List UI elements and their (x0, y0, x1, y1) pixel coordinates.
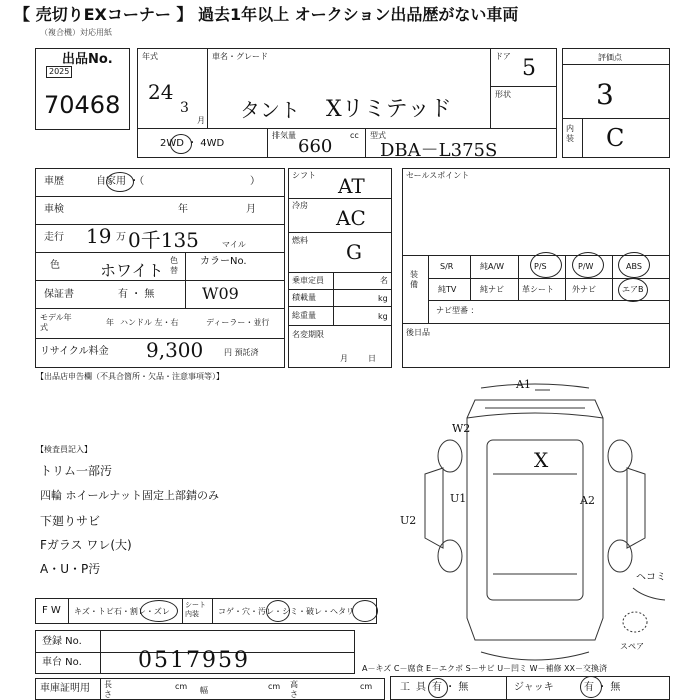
recycle-unit: 円 預託済 (224, 348, 259, 357)
equip-abs: ABS (626, 262, 642, 271)
model-change-label: モデル年式 (40, 313, 72, 332)
color-value: ホワイト (100, 261, 164, 280)
fw-values: キズ・トビ石・割レ・ズレ (74, 607, 170, 616)
fw-crack-circle (140, 600, 178, 622)
month-unit: 月 (197, 116, 205, 125)
shift-value: AT (338, 174, 365, 198)
jack-value: 有 ・ 無 (584, 682, 621, 693)
diagram-dent: ヘコミ (636, 572, 666, 583)
listing-stamp: 2025 (46, 66, 72, 78)
diagram-w2: W2 (452, 422, 471, 435)
equip-ext-navi: 外ナビ (572, 285, 596, 294)
fuel-value: G (346, 240, 362, 264)
interior-value: C (606, 124, 625, 152)
width-label: 幅 (200, 686, 208, 695)
model-value: DBA－L375S (380, 140, 498, 161)
fuel-label: 燃料 (292, 236, 308, 245)
car-damage-diagram (395, 378, 675, 678)
mileage-unit: マイル (222, 240, 246, 249)
load-unit: kg (378, 294, 388, 303)
tools-circle (428, 678, 448, 698)
gross-label: 総重量 (292, 311, 316, 320)
shift-label: シフト (292, 171, 316, 180)
displacement-label: 排気量 (272, 131, 296, 140)
cert-label: 車庫証明用 (40, 683, 90, 694)
inspector-note-4: Fガラス ワレ(大) (40, 538, 132, 552)
gross-unit: kg (378, 312, 388, 321)
usage-circle (106, 172, 134, 192)
length-label: 長さ (104, 680, 112, 699)
tools-label: 工具 (400, 682, 432, 693)
inspector-note-5: A・U・P汚 (40, 562, 101, 576)
score-label: 評価点 (598, 53, 622, 62)
inspection-month-unit: 月 (246, 204, 256, 215)
inspector-label: 【検査員記入】 (36, 445, 92, 454)
diagram-a1: A1 (516, 378, 531, 391)
length-cm: cm (175, 682, 188, 691)
damage-legend: A－キズ C－腐食 E－エクボ S－サビ U－凹ミ W－補修 XX－交換済 (362, 664, 608, 673)
tools-value: 有 ・ 無 (432, 682, 469, 693)
equip-ps: P/S (534, 262, 547, 271)
displacement-value: 660 (298, 136, 333, 157)
equip-leather: 革シート (522, 285, 554, 294)
color-no-label: カラーNo. (200, 256, 247, 267)
chassis-no: 0517959 (138, 648, 250, 673)
equip-pw: P/W (578, 262, 594, 271)
diagram-u1: U1 (450, 492, 467, 505)
model-label: 型式 (370, 131, 386, 140)
equip-sr: S/R (440, 262, 454, 271)
equip-airbag-circle (618, 278, 648, 302)
seat-worn-circle (352, 600, 378, 622)
man-unit: 万 (116, 232, 126, 243)
diagram-a2: A2 (580, 494, 595, 507)
seat-values: コゲ・穴・汚レ・シミ・破レ・ヘタリ (218, 607, 354, 616)
drive-circle (170, 134, 192, 154)
door-label: ドア (495, 52, 511, 61)
inspection-label: 車検 (44, 204, 64, 215)
mileage-man: 19 (86, 224, 112, 248)
load-label: 積載量 (292, 293, 316, 302)
fw-label: F W (42, 605, 61, 616)
mileage-label: 走行 (44, 232, 64, 243)
color-no-value: W09 (202, 284, 239, 303)
shape-label: 形状 (495, 90, 511, 99)
door-value: 5 (522, 56, 536, 81)
diagram-u2: U2 (400, 514, 417, 527)
year-value: 24 (148, 80, 174, 104)
seat-stain-circle (266, 600, 290, 622)
equip-navi: 純ナビ (480, 285, 504, 294)
car-name: タント (240, 98, 300, 122)
ac-label: 冷房 (292, 201, 308, 210)
listing-number: 70468 (44, 91, 121, 119)
navi-model-label: ナビ型番 ： (436, 306, 479, 315)
mileage-rest: 0千135 (128, 228, 199, 252)
seller-note-label: 【出品店申告欄（不具合箇所・欠品・注意事項等）】 (36, 372, 224, 381)
inspector-note-1: トリム一部汚 (40, 464, 113, 478)
score-value: 3 (596, 78, 614, 111)
height-label: 高さ (290, 680, 298, 699)
jack-circle (580, 676, 602, 698)
equip-tv: 純TV (438, 285, 457, 294)
header-subtitle: （複合機）対応用紙 (40, 28, 112, 37)
car-grade: Xリミテッド (326, 97, 452, 122)
chassis-label: 車台 No. (42, 657, 82, 668)
dealer-label: ディーラー・並行 (206, 318, 270, 327)
warranty-value: 有 ・ 無 (118, 289, 155, 300)
model-year-word: 年 (106, 318, 114, 327)
listing-no-label: 出品No. (62, 52, 113, 67)
reg-change-unit: 月日 (340, 354, 396, 363)
warranty-label: 保証書 (44, 289, 74, 300)
usage-value: 自家用 ・（ (96, 176, 145, 187)
usage-label: 車歴 (44, 176, 64, 187)
jack-label: ジャッキ (514, 682, 554, 693)
equip-ps-circle (530, 252, 562, 278)
year-label: 年式 (142, 52, 158, 61)
reg-no-label: 登録 No. (42, 636, 82, 647)
equip-pw-circle (572, 252, 604, 278)
inspector-note-2: 四輪 ホイールナット固定上部錆のみ (40, 489, 220, 502)
usage-close: ） (250, 176, 260, 187)
height-cm: cm (360, 682, 373, 691)
color-change: 色替 (170, 256, 178, 275)
inspector-note-3: 下廻りサビ (40, 514, 101, 528)
equip-aw: 純A/W (480, 262, 505, 271)
color-label: 色 (50, 260, 60, 271)
seat-label: シート内装 (185, 601, 206, 618)
equipment-label: 装備 (410, 270, 418, 289)
recycle-label: リサイクル料金 (40, 346, 109, 357)
inspection-year-unit: 年 (178, 204, 188, 215)
sales-point-label: セールスポイント (406, 171, 470, 180)
capacity-unit: 名 (380, 276, 388, 285)
diagram-spare: スペア (620, 642, 644, 651)
cc-unit: cc (350, 131, 359, 140)
month-value: 3 (180, 100, 189, 116)
handle-label: ハンドル 左・右 (120, 318, 179, 327)
recycle-value: 9,300 (146, 338, 204, 362)
capacity-label: 乗車定員 (292, 276, 324, 285)
reg-change-label: 名変期限 (292, 330, 324, 339)
equip-airbag: エアB (622, 285, 644, 294)
drive-type: 2WD ・ 4WD (160, 138, 225, 149)
header-title: 【 売切りEXコーナー 】 過去1年以上 オークション出品歴がない車両 (14, 5, 519, 24)
width-cm: cm (268, 682, 281, 691)
ac-value: AC (336, 206, 366, 230)
later-label: 後日品 (406, 328, 430, 337)
interior-label: 内装 (566, 124, 574, 143)
name-label: 車名・グレード (212, 52, 268, 61)
equip-abs-circle (618, 252, 650, 278)
diagram-x: X (534, 448, 549, 472)
